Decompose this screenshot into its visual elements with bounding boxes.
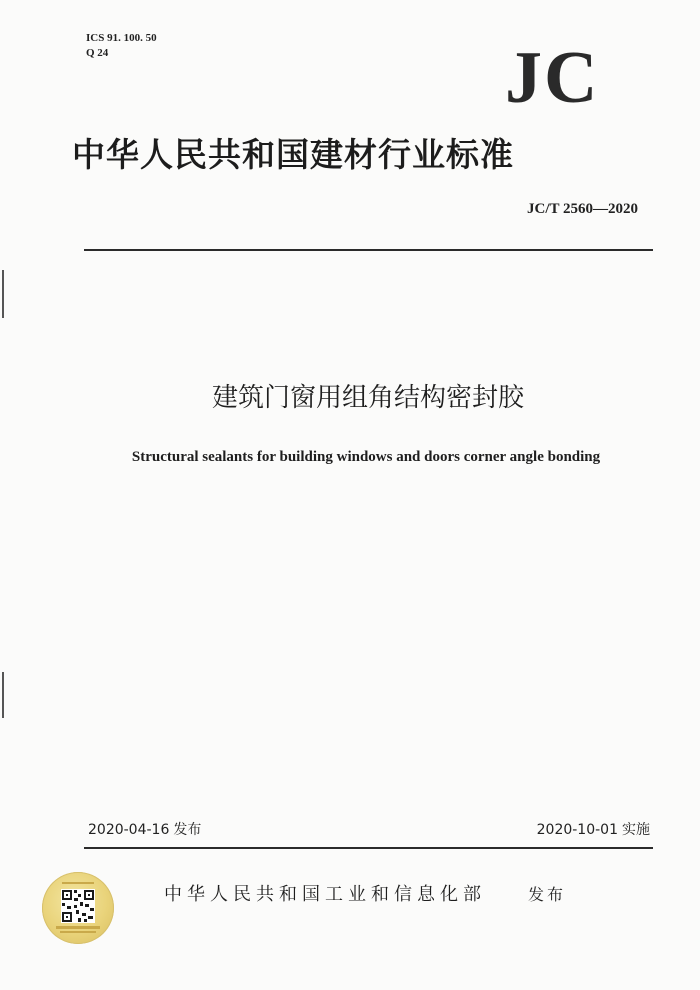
document-title-chinese: 建筑门窗用组角结构密封胶 [211,383,524,413]
publisher-suffix: 发布 [528,885,567,904]
effective-date: 2020-10-01 [536,822,618,838]
release-date: 2020-04-16 [88,822,170,838]
publisher-name: 中华人民共和国工业和信息化部 [164,884,486,905]
standard-category-title: 中华人民共和国建材行业标准 [72,135,514,174]
release-date-row [88,820,201,840]
top-divider [84,249,653,251]
classification-codes [86,31,157,61]
bottom-divider [84,847,653,849]
jc-logo: JC [505,37,600,119]
scan-edge-mark [2,270,4,318]
effective-date-row [537,820,650,840]
qr-code-seal-icon [42,872,114,944]
qr-code-icon [42,872,114,944]
document-title-english: Structural sealants for building windows and doors corner angle bonding [131,449,601,465]
ics-code: ICS 91. 100. 50 [86,32,157,44]
ccs-code: Q 24 [86,47,109,59]
release-label: 发布 [173,822,202,838]
effective-label: 实施 [622,822,650,838]
scan-edge-mark [2,672,4,718]
standard-number: JC/T 2560—2020 [527,201,638,217]
